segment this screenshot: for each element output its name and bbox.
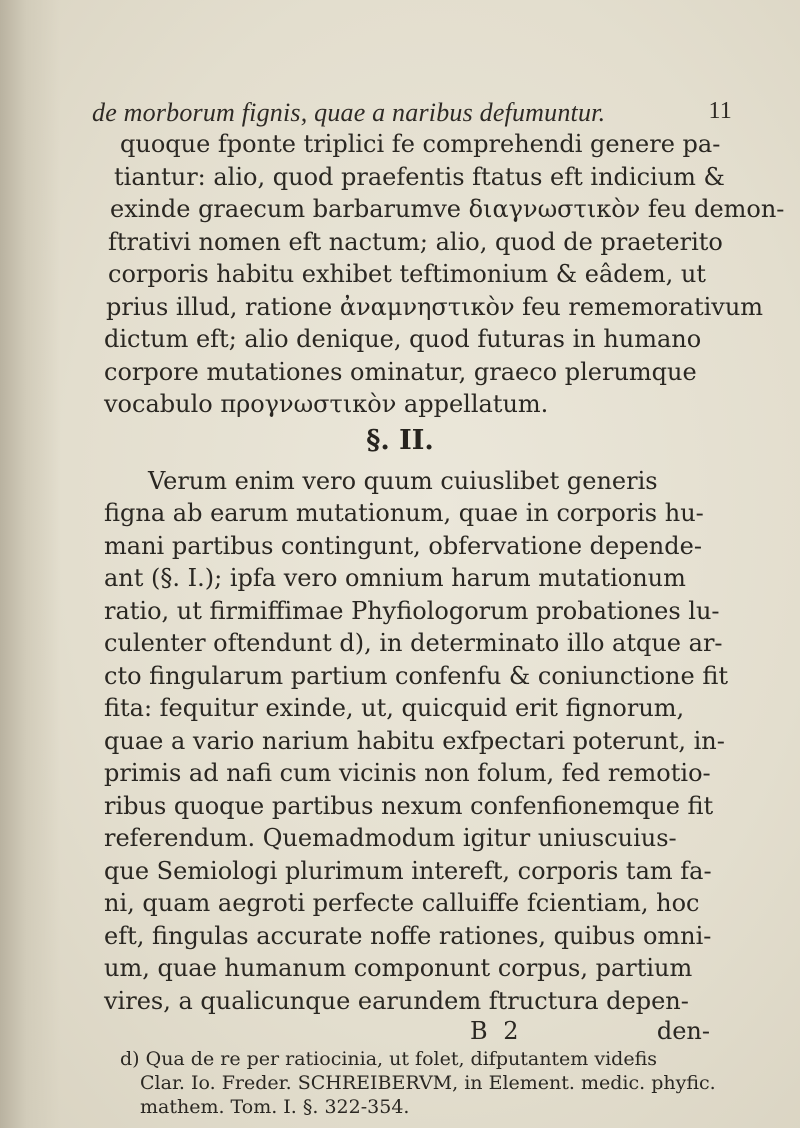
text-line: figna ab earum mutationum, quae in corporis hu- [104,499,704,527]
text-line: referendum. Quemadmodum igitur uniuscuius- [104,824,677,852]
text-line: um, quae humanum componunt corpus, partium [104,954,693,982]
footnote-line: d) Qua de re per ratiocinia, ut folet, difputantem videfis [120,1048,658,1070]
text-line: cto fingularum partium confenfu & coniunctione fit [104,661,728,690]
text-line: exinde graecum barbarumve διαγνωστικὸν feu demon- [110,195,785,223]
text-line: quoque fponte triplici fe comprehendi genere pa- [120,130,721,158]
footnote-line-overflow: mathem. Tom. I. §. 322-354. [140,1096,410,1118]
section-heading: §. II. [366,424,434,456]
signature-mark: B 2 [470,1017,523,1045]
text-line: mani partibus contingunt, obfervatione depende- [104,531,702,560]
text-line: quae a vario narium habitu exfpectari poterunt, in- [104,726,725,755]
text-line: ftrativi nomen eft nactum; alio, quod de praeterito [108,227,723,256]
text-line: ratio, ut firmiffimae Phyfiologorum probationes lu- [104,596,720,625]
text-line: Verum enim vero quum cuiuslibet generis [148,466,658,495]
text-line: ribus quoque partibus nexum confenfionemque fit [104,791,714,820]
text-line: vocabulo προγνωστικὸν appellatum. [104,390,549,418]
text-line: corpore mutationes ominatur, graeco plerumque [104,357,697,386]
catchword: den- [656,1017,710,1045]
running-title: de morborum fignis, quae a naribus defumuntur. [92,98,606,127]
page-number: 11 [708,98,732,124]
page-gutter-shadow [0,0,60,1128]
running-header [92,98,732,128]
text-line: primis ad nafi cum vicinis non folum, fed remotio- [104,759,711,787]
text-line: vires, a qualicunque earundem ftructura depen- [104,986,689,1015]
footnote-line: Clar. Io. Freder. SCHREIBERVM, in Element. medic. phyfic. [140,1072,716,1094]
text-line: prius illud, ratione ἀναμνηστικὸν feu rememorativum [106,292,764,321]
text-line: tiantur: alio, quod praefentis ftatus eft indicium & [114,162,725,191]
text-line: ant (§. I.); ipfa vero omnium harum mutationum [104,564,686,592]
text-line: que Semiologi plurimum intereft, corporis tam fa- [104,856,712,885]
text-line: culenter oftendunt d), in determinato illo atque ar- [104,629,723,657]
text-line: fita: fequitur exinde, ut, quicquid erit fignorum, [104,694,685,722]
text-line: eft, fingulas accurate noffe rationes, quibus omni- [104,921,712,950]
text-line: ni, quam aegroti perfecte calluiffe fcientiam, hoc [104,889,700,917]
text-line: dictum eft; alio denique, quod futuras in humano [104,325,702,353]
text-line: corporis habitu exhibet teftimonium & eâdem, ut [108,260,706,288]
